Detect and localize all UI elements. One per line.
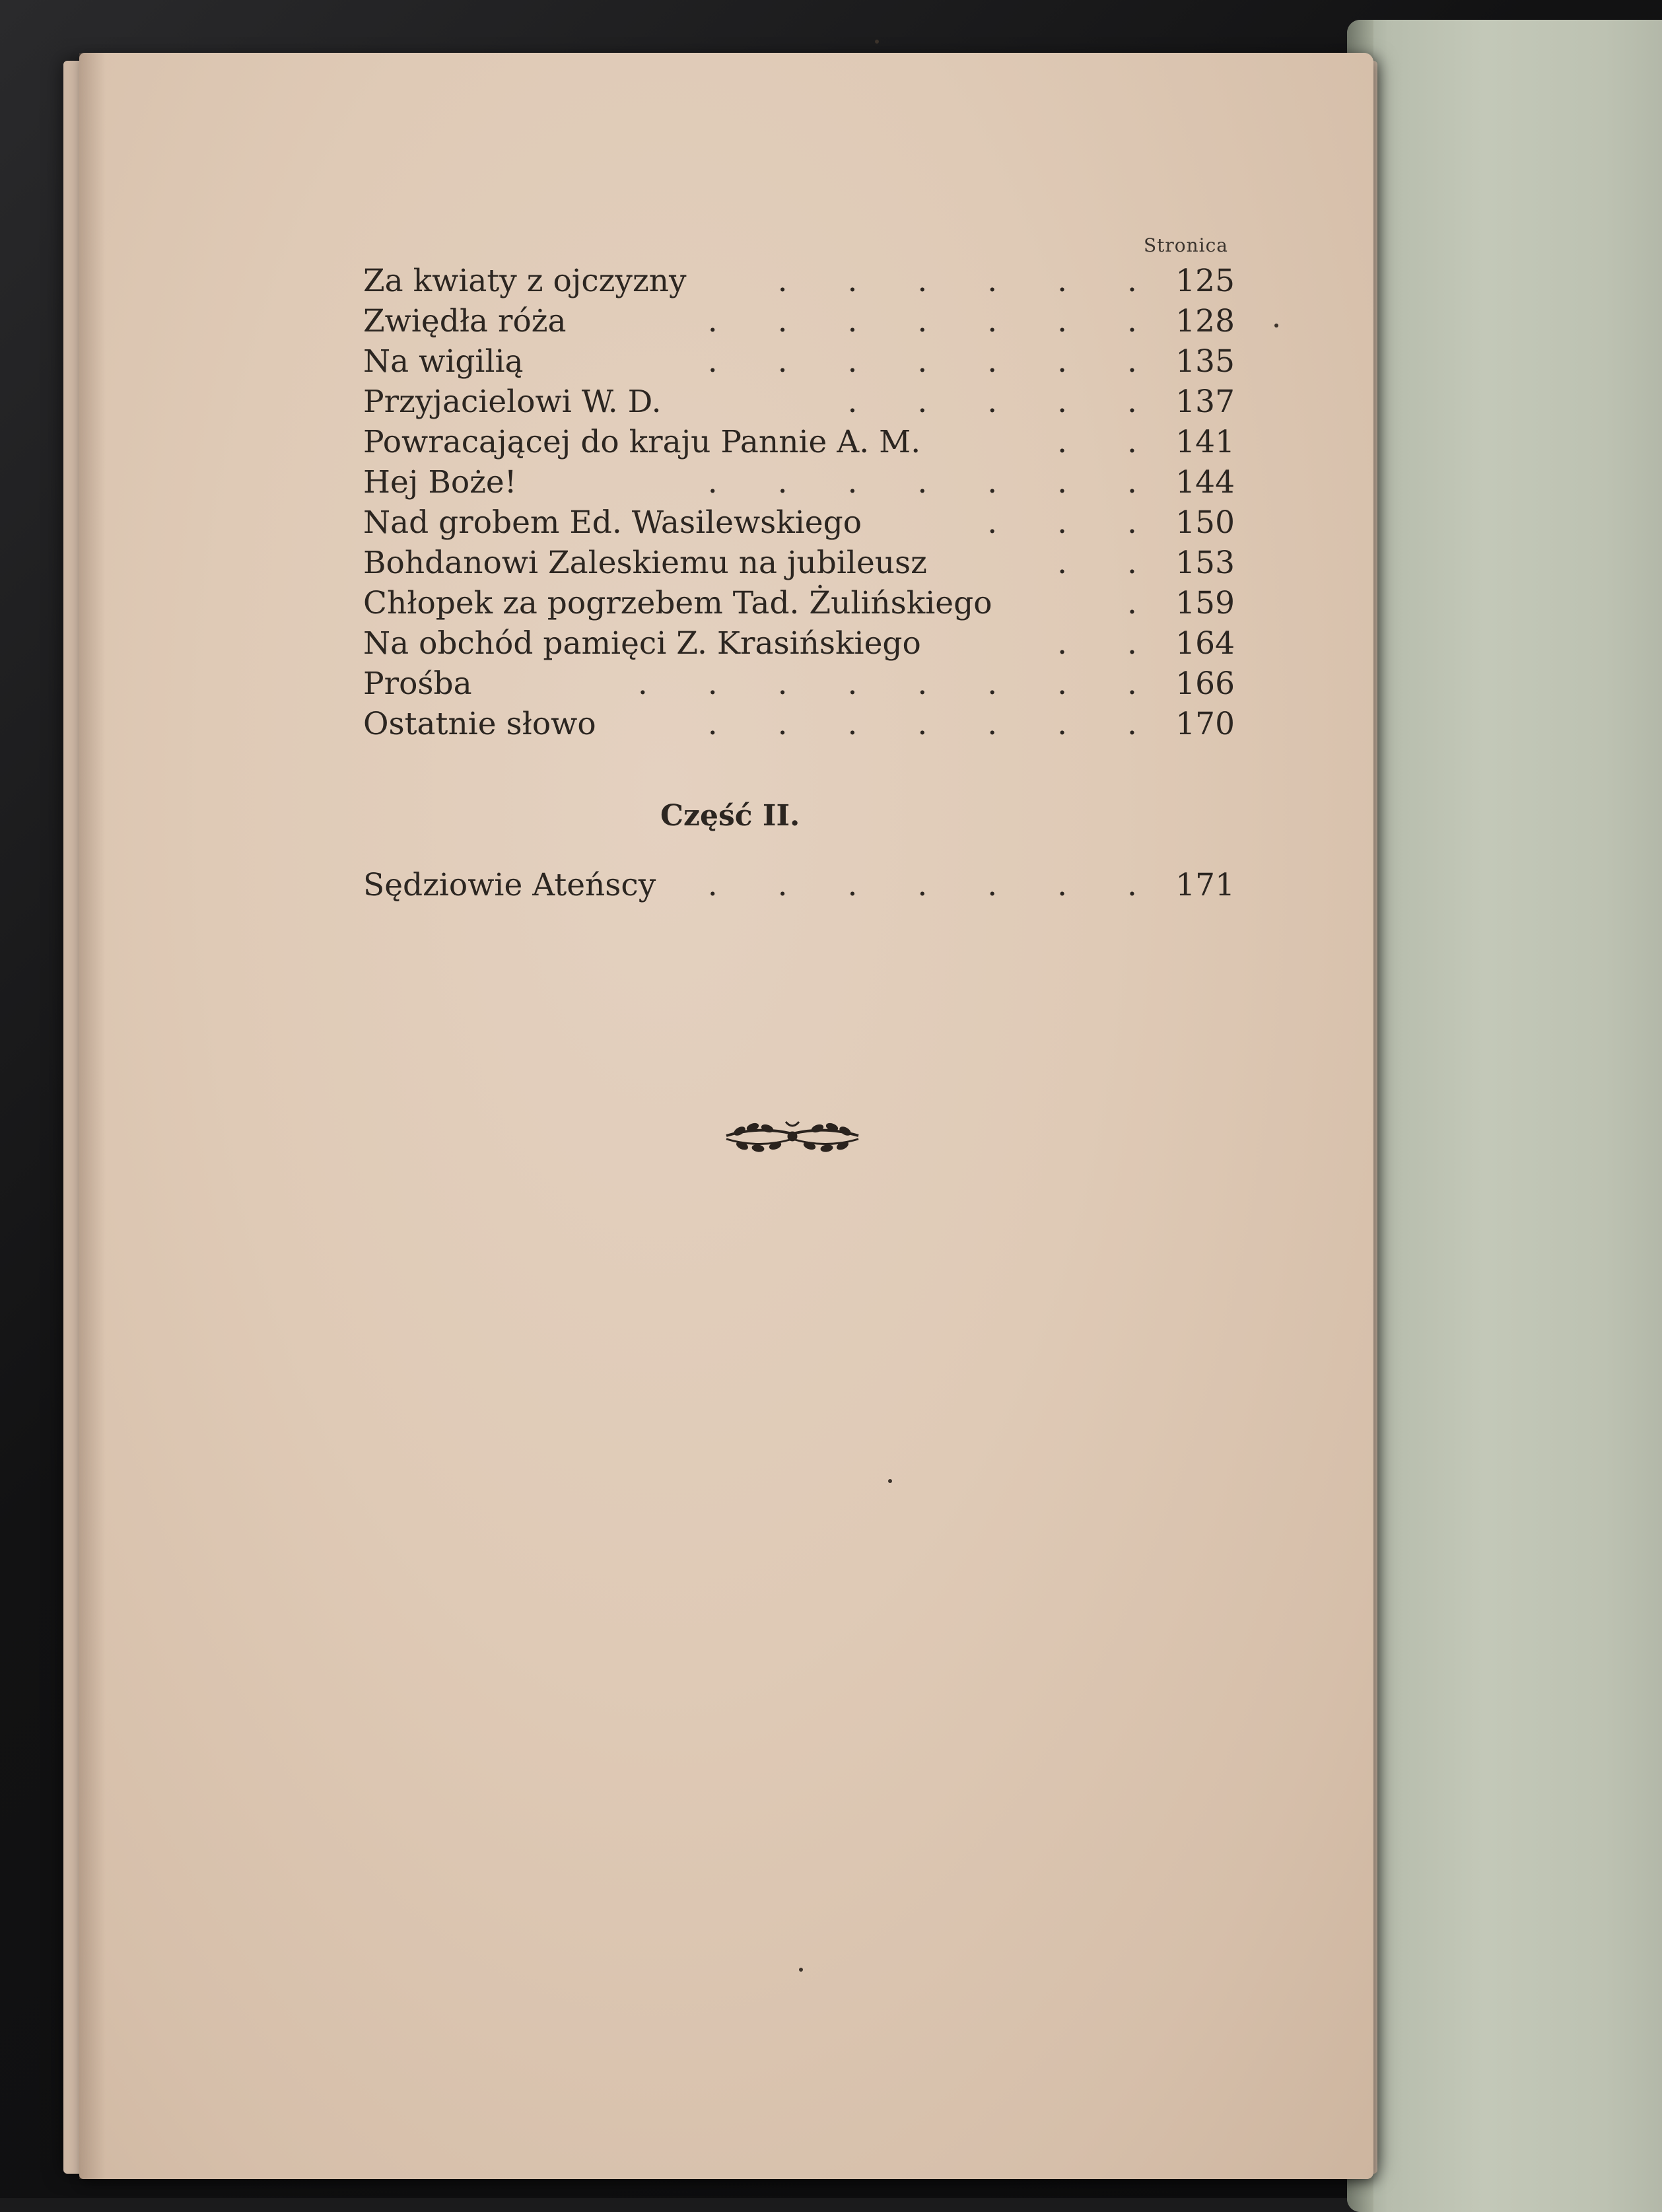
page-column-header: Stronica xyxy=(1143,234,1228,256)
toc-entry xyxy=(363,623,1235,664)
toc-entry-title: Nad grobem Ed. Wasilewskiego xyxy=(363,504,862,541)
toc-entry-page: 150 xyxy=(1175,504,1235,541)
toc-entry xyxy=(363,502,1235,543)
toc-entry-page: 164 xyxy=(1175,625,1235,662)
leader-dots: . . . . . . . xyxy=(707,706,1162,742)
toc-entry-title: Hej Boże! xyxy=(363,464,517,501)
toc-entry-title: Przyjacielowi W. D. xyxy=(363,384,662,420)
leader-dots: . . . . . . . xyxy=(707,867,1162,903)
leader-dots: . . . . . . . . xyxy=(637,666,1162,702)
toc-entry-page: 159 xyxy=(1175,585,1235,621)
toc-entry-page: 128 xyxy=(1175,303,1235,339)
toc-entry-page: 144 xyxy=(1175,464,1235,501)
paper-speck xyxy=(888,1479,892,1483)
table-of-contents xyxy=(363,261,1235,744)
toc-entry-page: 170 xyxy=(1175,706,1235,742)
toc-entry-page: 137 xyxy=(1175,384,1235,420)
book-cover xyxy=(1347,20,1662,2212)
page-gutter-shadow xyxy=(79,53,106,2179)
toc-entry-title: Bohdanowi Zaleskiemu na jubileusz xyxy=(363,545,927,581)
toc-entry-title: Ostatnie słowo xyxy=(363,706,596,742)
leader-dots: . . . . . . . xyxy=(707,343,1162,380)
leader-dots: . . . . . . . xyxy=(707,464,1162,501)
floral-vignette-icon xyxy=(720,1113,865,1159)
table-of-contents-part-two xyxy=(363,865,1235,905)
toc-entry xyxy=(363,341,1235,382)
toc-entry xyxy=(363,301,1235,341)
toc-entry-title: Chłopek za pogrzebem Tad. Żulińskiego xyxy=(363,585,992,621)
toc-entry-page: 166 xyxy=(1175,666,1235,702)
toc-entry xyxy=(363,543,1235,583)
toc-entry-title: Na wigilią xyxy=(363,343,524,380)
toc-entry-title: Sędziowie Ateńscy xyxy=(363,867,656,903)
toc-entry-page: 153 xyxy=(1175,545,1235,581)
toc-entry-page: 141 xyxy=(1175,424,1235,460)
part-two-heading: Część II. xyxy=(660,799,800,833)
toc-entry-title: Za kwiaty z ojczyzny xyxy=(363,263,687,299)
paper-speck xyxy=(875,40,879,44)
toc-entry-page: 135 xyxy=(1175,343,1235,380)
toc-entry xyxy=(363,865,1235,905)
leader-dots: . . xyxy=(1057,424,1162,460)
toc-entry xyxy=(363,583,1235,623)
paper-speck xyxy=(1274,324,1278,328)
toc-entry xyxy=(363,664,1235,704)
toc-entry-page: 125 xyxy=(1175,263,1235,299)
toc-entry xyxy=(363,382,1235,422)
paper-speck xyxy=(799,1968,803,1972)
toc-entry xyxy=(363,462,1235,502)
toc-entry-title: Powracającej do kraju Pannie A. M. xyxy=(363,424,921,460)
toc-entry-title: Prośba xyxy=(363,666,472,702)
toc-entry-title: Zwiędła róża xyxy=(363,303,567,339)
leader-dots: . . xyxy=(1057,625,1162,662)
leader-dots: . xyxy=(1127,585,1162,621)
toc-entry-title: Na obchód pamięci Z. Krasińskiego xyxy=(363,625,921,662)
toc-entry xyxy=(363,261,1235,301)
leader-dots: . . . . . . xyxy=(777,263,1162,299)
toc-entry-page: 171 xyxy=(1175,867,1235,903)
toc-entry xyxy=(363,422,1235,462)
leader-dots: . . . . . xyxy=(847,384,1162,420)
leader-dots: . . . . . . . xyxy=(707,303,1162,339)
leader-dots: . . . xyxy=(987,504,1162,541)
toc-entry xyxy=(363,704,1235,744)
leader-dots: . . xyxy=(1057,545,1162,581)
